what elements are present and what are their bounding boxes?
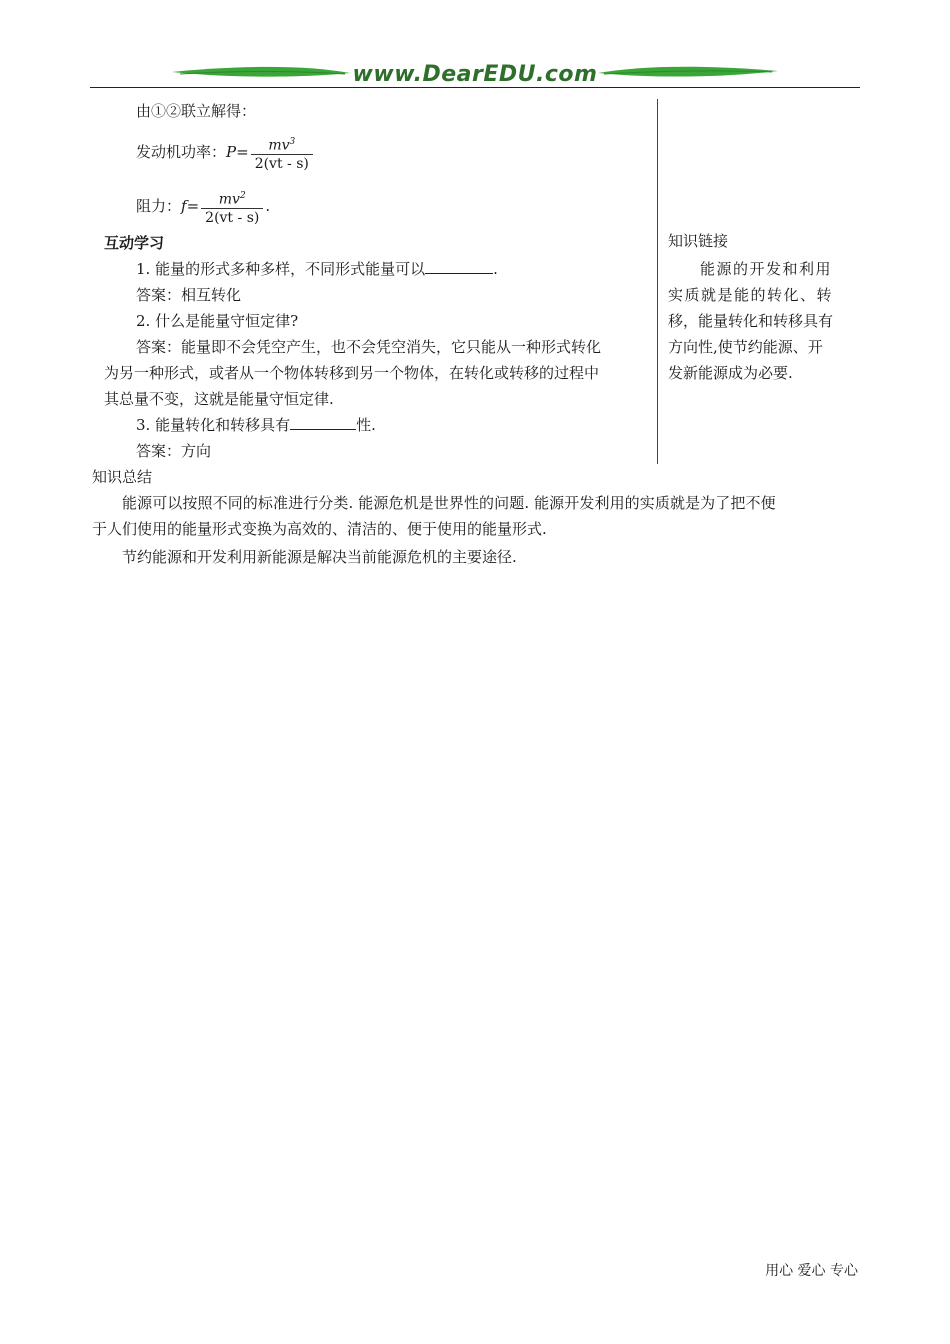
page-footer: 用心 爱心 专心 — [765, 1263, 858, 1279]
sidebar-line-2: 实质就是能的转化、转 — [668, 286, 834, 304]
header-rule — [90, 87, 860, 88]
resist-label: 阻力： — [136, 197, 182, 215]
sidebar-line-5: 发新能源成为必要. — [668, 364, 793, 382]
power-denominator: 2(vt - s) — [254, 156, 309, 173]
resist-formula: 阻力：f= $\frac{mv^2}{2(vt - s)}$ . — [136, 186, 270, 227]
resist-variable: f — [181, 197, 187, 215]
summary-paragraph-1-line-1: 能源可以按照不同的标准进行分类. 能源危机是世界性的问题. 能源开发利用的实质就是为了把不便 — [122, 494, 776, 512]
column-divider — [657, 99, 658, 464]
summary-title: 知识总结 — [92, 468, 153, 486]
answer-1: 答案：相互转化 — [136, 286, 242, 304]
power-variable: P — [226, 143, 237, 161]
sidebar-line-4: 方向性,使节约能源、开 — [668, 338, 823, 356]
answer-2-line-1: 答案：能量即不会凭空产生，也不会凭空消失，它只能从一种形式转化 — [136, 338, 602, 356]
sidebar-line-1: 能源的开发和利用 — [700, 260, 833, 278]
resist-exponent: 2 — [239, 190, 246, 201]
power-label: 发动机功率： — [136, 143, 227, 161]
power-numerator: mv — [268, 137, 290, 154]
resist-denominator: 2(vt - s) — [205, 210, 260, 227]
section-title-interactive: 互动学习 — [104, 234, 165, 252]
answer-2-line-3: 其总量不变，这就是能量守恒定律. — [104, 390, 334, 408]
question-2: 2. 什么是能量守恒定律? — [136, 312, 299, 330]
intro-line: 由①②联立解得： — [136, 102, 257, 120]
answer-blank-3 — [290, 415, 356, 430]
power-fraction — [251, 133, 313, 174]
summary-paragraph-1-line-2: 于人们使用的能量形式变换为高效的、清洁的、便于使用的能量形式. — [92, 520, 547, 538]
page-header — [0, 0, 950, 95]
site-logo-text: www.DearEDU.com — [352, 62, 598, 87]
question-3: 3. 能量转化和转移具有 性. — [136, 416, 376, 434]
sidebar-line-3: 移，能量转化和转移具有 — [668, 312, 834, 330]
power-exponent: 3 — [289, 136, 296, 147]
answer-2-line-2: 为另一种形式，或者从一个物体转移到另一个物体，在转化或转移的过程中 — [104, 364, 600, 382]
answer-blank-1 — [425, 259, 493, 274]
power-formula: 发动机功率：P= $\frac{mv^3}{2(vt - s)}$ — [136, 132, 315, 173]
sidebar-title: 知识链接 — [668, 232, 729, 250]
answer-3: 答案：方向 — [136, 442, 212, 460]
summary-paragraph-2: 节约能源和开发利用新能源是解决当前能源危机的主要途径. — [122, 548, 517, 566]
resist-numerator: mv — [218, 191, 240, 208]
resist-fraction — [201, 187, 263, 228]
question-1: 1. 能量的形式多种多样，不同形式能量可以 . — [136, 260, 498, 278]
